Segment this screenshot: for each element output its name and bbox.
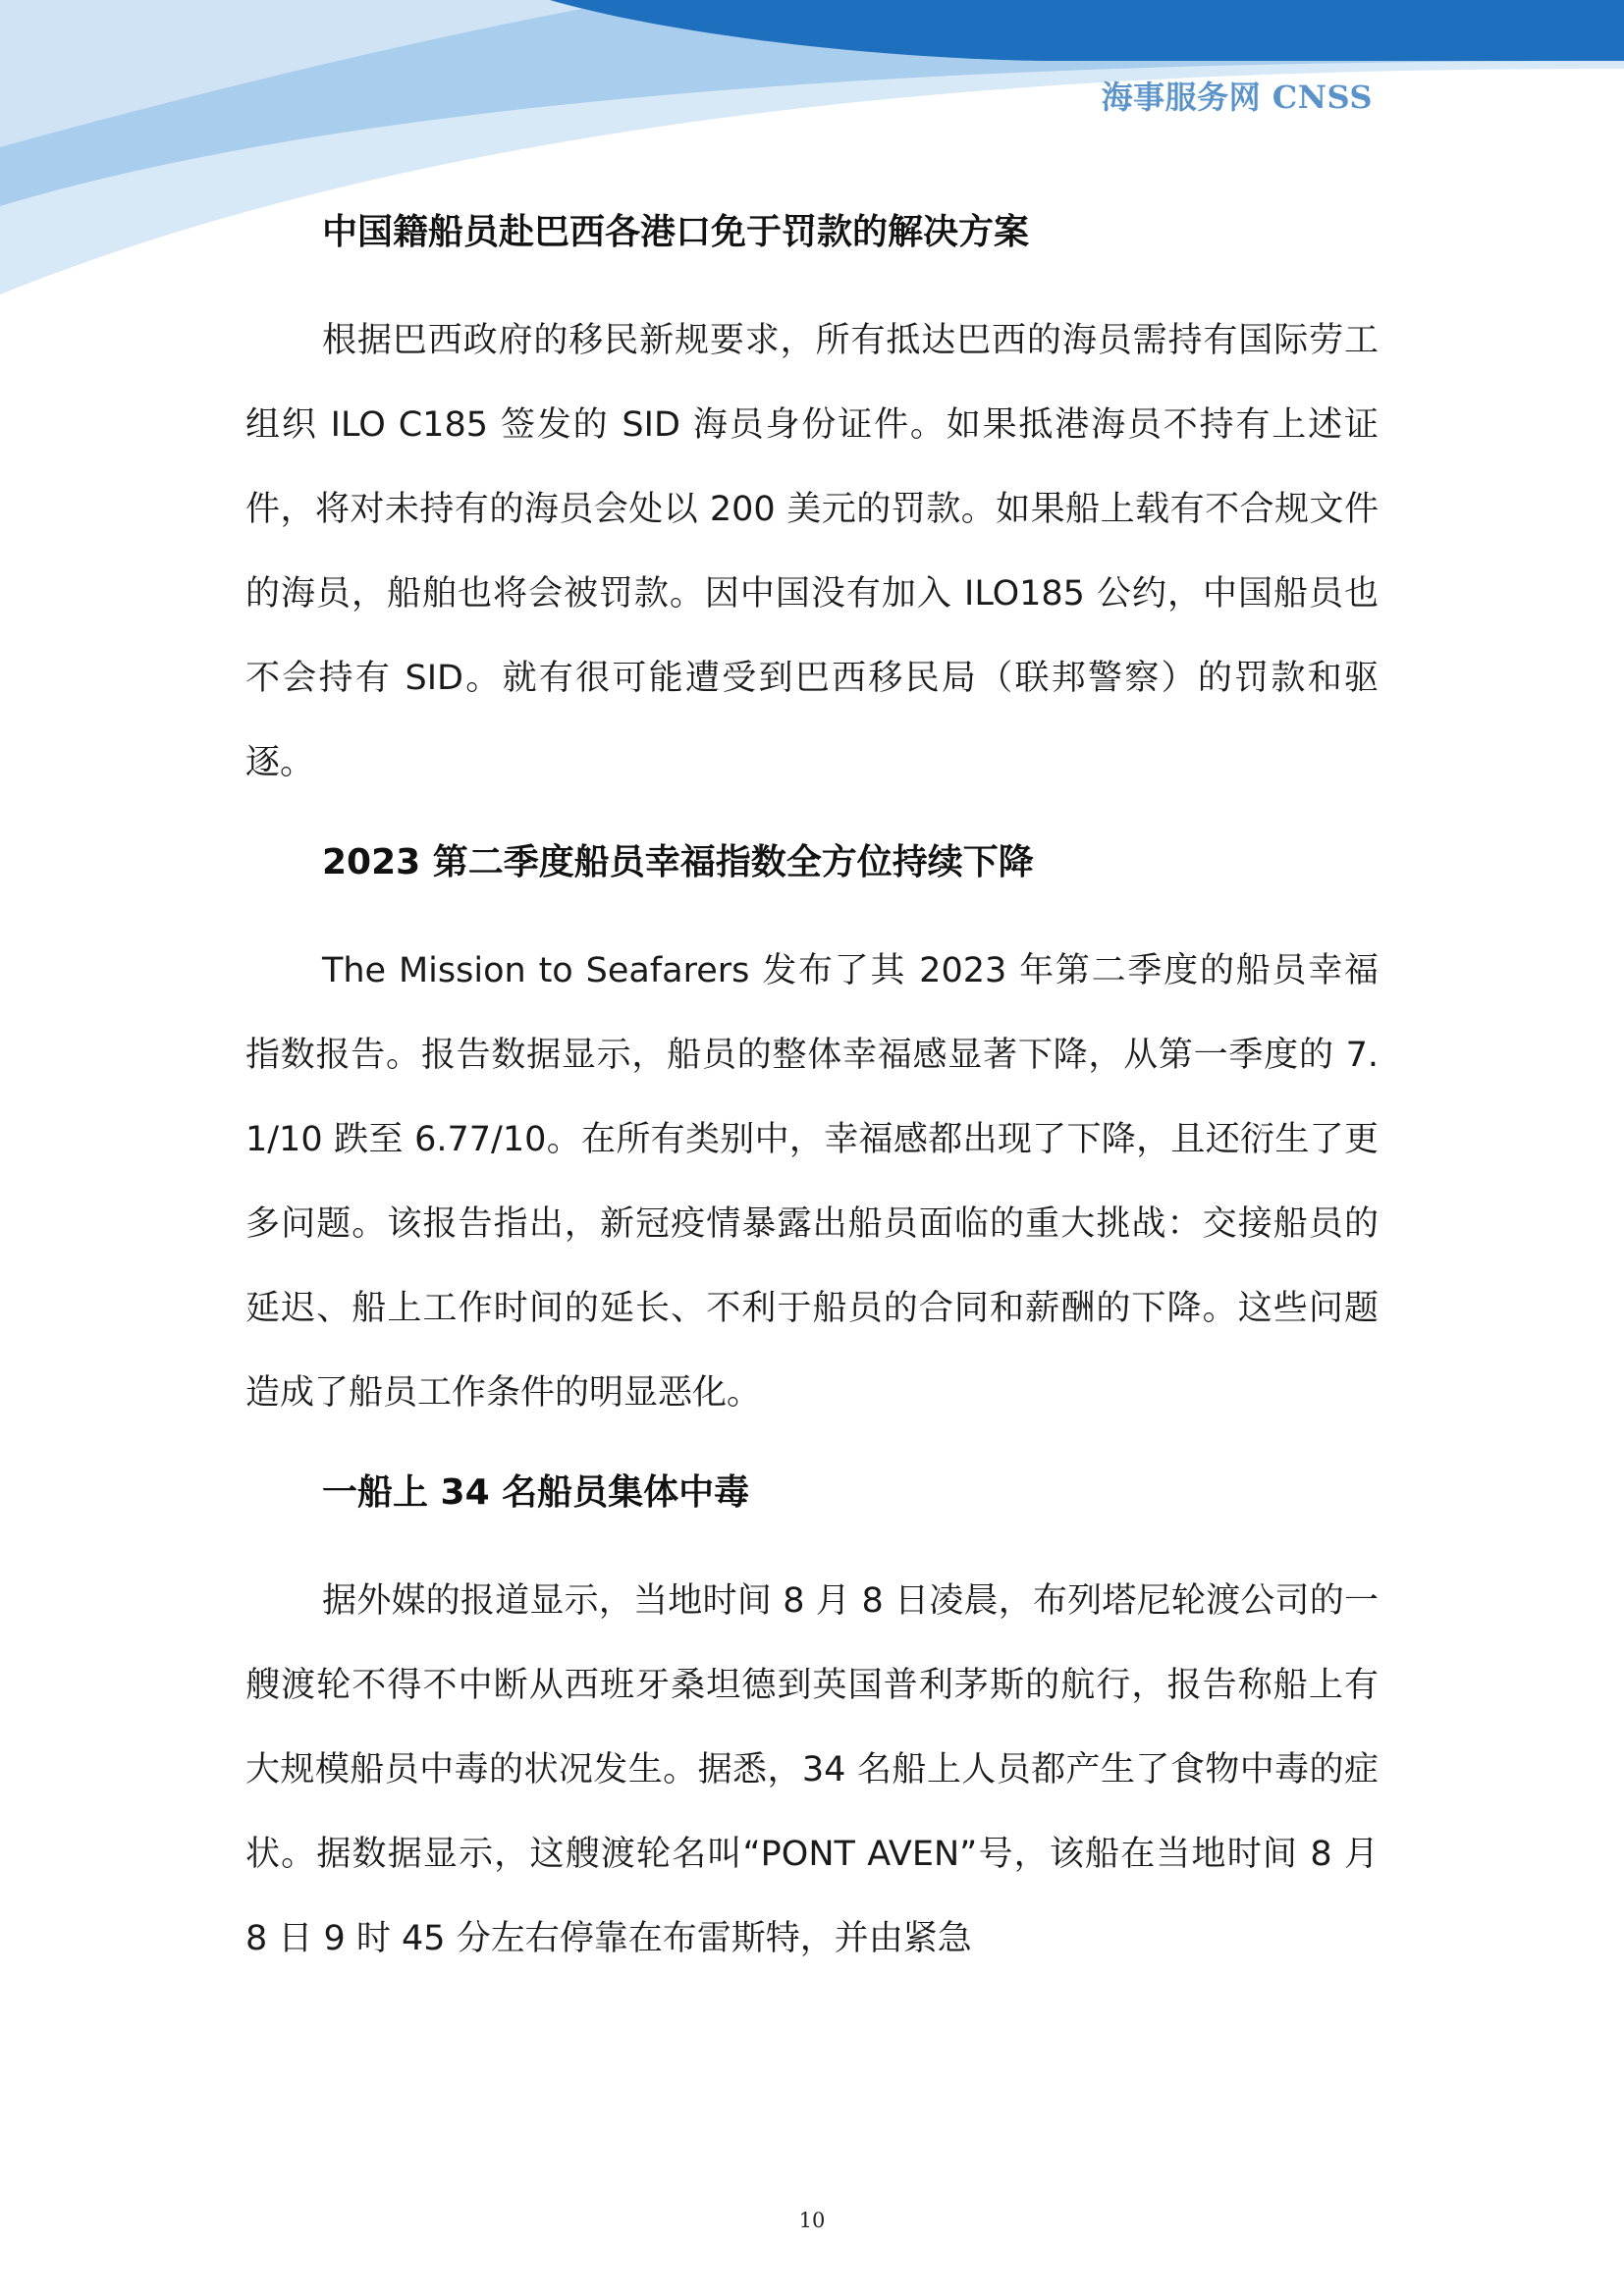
section-body-brazil-fines: 根据巴西政府的移民新规要求，所有抵达巴西的海员需持有国际劳工组织 ILO C185 签发的 SID 海员身份证件。如果抵港海员不持有上述证件，将对未持有的海员会处以 200 美元的罚款。如果船上载有不合规文件的海员，船舶也将会被罚款。因中国没有加入 ILO185 公约，中国船员也不会持有 SID。就有很可能遭受到巴西移民局（联邦警察）的罚款和驱逐。 [245,321,1379,782]
page-number: 10 [798,2209,826,2232]
section-body-happiness-index: The Mission to Seafarers 发布了其 2023 年第二季度的船员幸福指数报告。报告数据显示，船员的整体幸福感显著下降，从第一季度的 7.1/10 跌至 6.77/10。在所有类别中，幸福感都出现了下降，且还衍生了更多问题。该报告指出，新冠疫情暴露出船员面临的重大挑战：交接船员的延迟、船上工作时间的延长、不利于船员的合同和薪酬的下降。这些问题造成了船员工作条件的明显恶化。 [245,951,1379,1413]
document-body [245,206,1379,1981]
section-body-food-poisoning: 据外媒的报道显示，当地时间 8 月 8 日凌晨，布列塔尼轮渡公司的一艘渡轮不得不中断从西班牙桑坦德到英国普利茅斯的航行，报告称船上有大规模船员中毒的状况发生。据悉，34 名船上人员都产生了食物中毒的症状。据数据显示，这艘渡轮名叫“PONT AVEN”号，该船在当地时间 8 月 8 日 9 时 45 分左右停靠在布雷斯特，并由紧急 [245,1581,1379,1958]
section-title-brazil-fines: 中国籍船员赴巴西各港口免于罚款的解决方案 [322,212,1030,252]
section-title-happiness-index: 2023 第二季度船员幸福指数全方位持续下降 [322,842,1034,882]
section-title-food-poisoning: 一船上 34 名船员集体中毒 [322,1472,750,1513]
brand-logo-text: 海事服务网 CNSS [1101,79,1373,116]
